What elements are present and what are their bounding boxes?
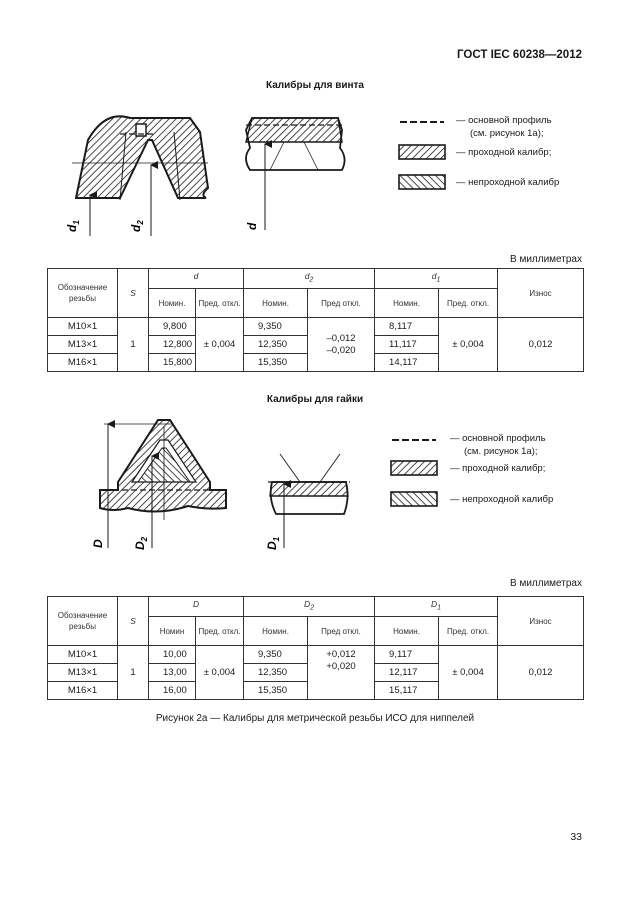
- screw-section-title: Калибры для винта: [266, 80, 364, 91]
- cell-designation: M13×1: [48, 336, 118, 354]
- cell-designation: M13×1: [48, 664, 118, 682]
- basic-profile-symbol: [398, 117, 446, 127]
- nut-gauge-table: [47, 596, 584, 700]
- cell-designation: M10×1: [48, 646, 118, 664]
- label-d2: $d_2$: [129, 220, 145, 232]
- go-gauge-symbol: [390, 460, 438, 476]
- cell-D1-nominal: 12,117: [375, 664, 439, 682]
- basic-profile-symbol: [390, 435, 438, 445]
- page-number: 33: [570, 831, 582, 843]
- nut-units-note: В миллиметрах: [510, 578, 582, 589]
- cell-designation: M16×1: [48, 682, 118, 700]
- screw-units-note: В миллиметрах: [510, 254, 582, 265]
- nut-section-title: Калибры для гайки: [266, 394, 364, 405]
- col-group-d: d: [149, 269, 244, 289]
- cell-d1-nominal: 14,117: [375, 354, 439, 372]
- cell-d1-nominal: 8,117: [375, 318, 439, 336]
- go-gauge-symbol: [398, 144, 446, 160]
- col-header-nominal: Номин: [149, 617, 196, 646]
- cell-s: 1: [118, 318, 149, 372]
- nut-profile-left: [100, 420, 228, 548]
- cell-designation: M16×1: [48, 354, 118, 372]
- cell-d2-nominal: 15,350: [244, 354, 308, 372]
- cell-d2-nominal: 12,350: [244, 336, 308, 354]
- col-header-nominal: Номин.: [244, 289, 308, 318]
- col-header-wear: Износ: [498, 597, 584, 646]
- label-D1: $D_1$: [265, 536, 281, 550]
- nut-legend: [390, 432, 590, 512]
- legend-basic-profile-ref: (см. рисунок 1а);: [464, 446, 538, 457]
- cell-wear: 0,012: [498, 318, 584, 372]
- nogo-gauge-symbol: [398, 174, 446, 190]
- col-header-s: S: [118, 597, 149, 646]
- col-header-tolerance: Пред. откл.: [439, 617, 498, 646]
- cell-wear: 0,012: [498, 646, 584, 700]
- legend-basic-profile: — основной профиль: [456, 115, 552, 126]
- cell-d-tolerance: ± 0,004: [196, 318, 244, 372]
- legend-nogo-gauge: — непроходной калибр: [456, 177, 560, 188]
- col-header-tolerance: Пред откл.: [308, 617, 375, 646]
- col-header-nominal: Номин.: [149, 289, 196, 318]
- cell-d2-tolerance: –0,012 –0,020: [308, 318, 375, 372]
- screw-profile-left: [72, 116, 208, 236]
- screw-gauge-drawing: [60, 100, 360, 245]
- legend-nogo-gauge: — непроходной калибр: [450, 494, 554, 505]
- cell-d-nominal: 15,800: [149, 354, 196, 372]
- cell-s: 1: [118, 646, 149, 700]
- cell-d1-nominal: 11,117: [375, 336, 439, 354]
- col-group-D1: $D_1$: [375, 597, 498, 617]
- cell-designation: M10×1: [48, 318, 118, 336]
- col-header-nominal: Номин.: [375, 617, 439, 646]
- cell-d1-tolerance: ± 0,004: [439, 318, 498, 372]
- legend-go-gauge: — проходной калибр;: [456, 147, 552, 158]
- label-D: D: [91, 539, 105, 548]
- cell-D2-nominal: 12,350: [244, 664, 308, 682]
- cell-D-nominal: 10,00: [149, 646, 196, 664]
- label-d: d: [245, 222, 259, 230]
- cell-d-nominal: 12,800: [149, 336, 196, 354]
- cell-d2-nominal: 9,350: [244, 318, 308, 336]
- cell-D-nominal: 13,00: [149, 664, 196, 682]
- label-d1: $d_1$: [65, 220, 81, 232]
- col-header-wear: Износ: [498, 269, 584, 318]
- col-header-tolerance: Пред. откл.: [196, 289, 244, 318]
- nogo-gauge-symbol: [390, 491, 438, 507]
- col-header-nominal: Номин.: [244, 617, 308, 646]
- legend-basic-profile: — основной профиль: [450, 433, 546, 444]
- col-group-d2: $d_2$: [244, 269, 375, 289]
- cell-D-nominal: 16,00: [149, 682, 196, 700]
- cell-D1-nominal: 9,117: [375, 646, 439, 664]
- standard-code: ГОСТ IEC 60238—2012: [457, 49, 582, 61]
- col-group-D: D: [149, 597, 244, 617]
- col-header-designation: Обозначение резьбы: [48, 269, 118, 318]
- col-header-s: S: [118, 269, 149, 318]
- screw-legend: [398, 114, 588, 194]
- col-header-tolerance: Пред. откл.: [439, 289, 498, 318]
- table-row: [48, 646, 584, 664]
- cell-D2-nominal: 15,350: [244, 682, 308, 700]
- legend-go-gauge: — проходной калибр;: [450, 463, 546, 474]
- cell-D1-nominal: 15,117: [375, 682, 439, 700]
- cell-d-nominal: 9,800: [149, 318, 196, 336]
- nut-gauge-drawing: [88, 410, 358, 555]
- cell-D-tolerance: ± 0,004: [196, 646, 244, 700]
- screw-gauge-table: [47, 268, 584, 372]
- col-group-d1: $d_1$: [375, 269, 498, 289]
- nut-profile-right: [268, 454, 350, 548]
- cell-D2-nominal: 9,350: [244, 646, 308, 664]
- col-header-nominal: Номин.: [375, 289, 439, 318]
- col-group-D2: $D_2$: [244, 597, 375, 617]
- legend-basic-profile-ref: (см. рисунок 1а);: [470, 128, 544, 139]
- col-header-tolerance: Пред откл.: [308, 289, 375, 318]
- label-D2: $D_2$: [133, 536, 149, 550]
- col-header-designation: Обозначение резьбы: [48, 597, 118, 646]
- cell-D2-tolerance: +0,012 +0,020: [308, 646, 375, 700]
- screw-profile-right: [246, 118, 345, 230]
- col-header-tolerance: Пред. откл.: [196, 617, 244, 646]
- figure-caption: Рисунок 2а — Калибры для метрической резьбы ИСО для ниппелей: [155, 713, 475, 724]
- table-row: [48, 318, 584, 336]
- cell-D1-tolerance: ± 0,004: [439, 646, 498, 700]
